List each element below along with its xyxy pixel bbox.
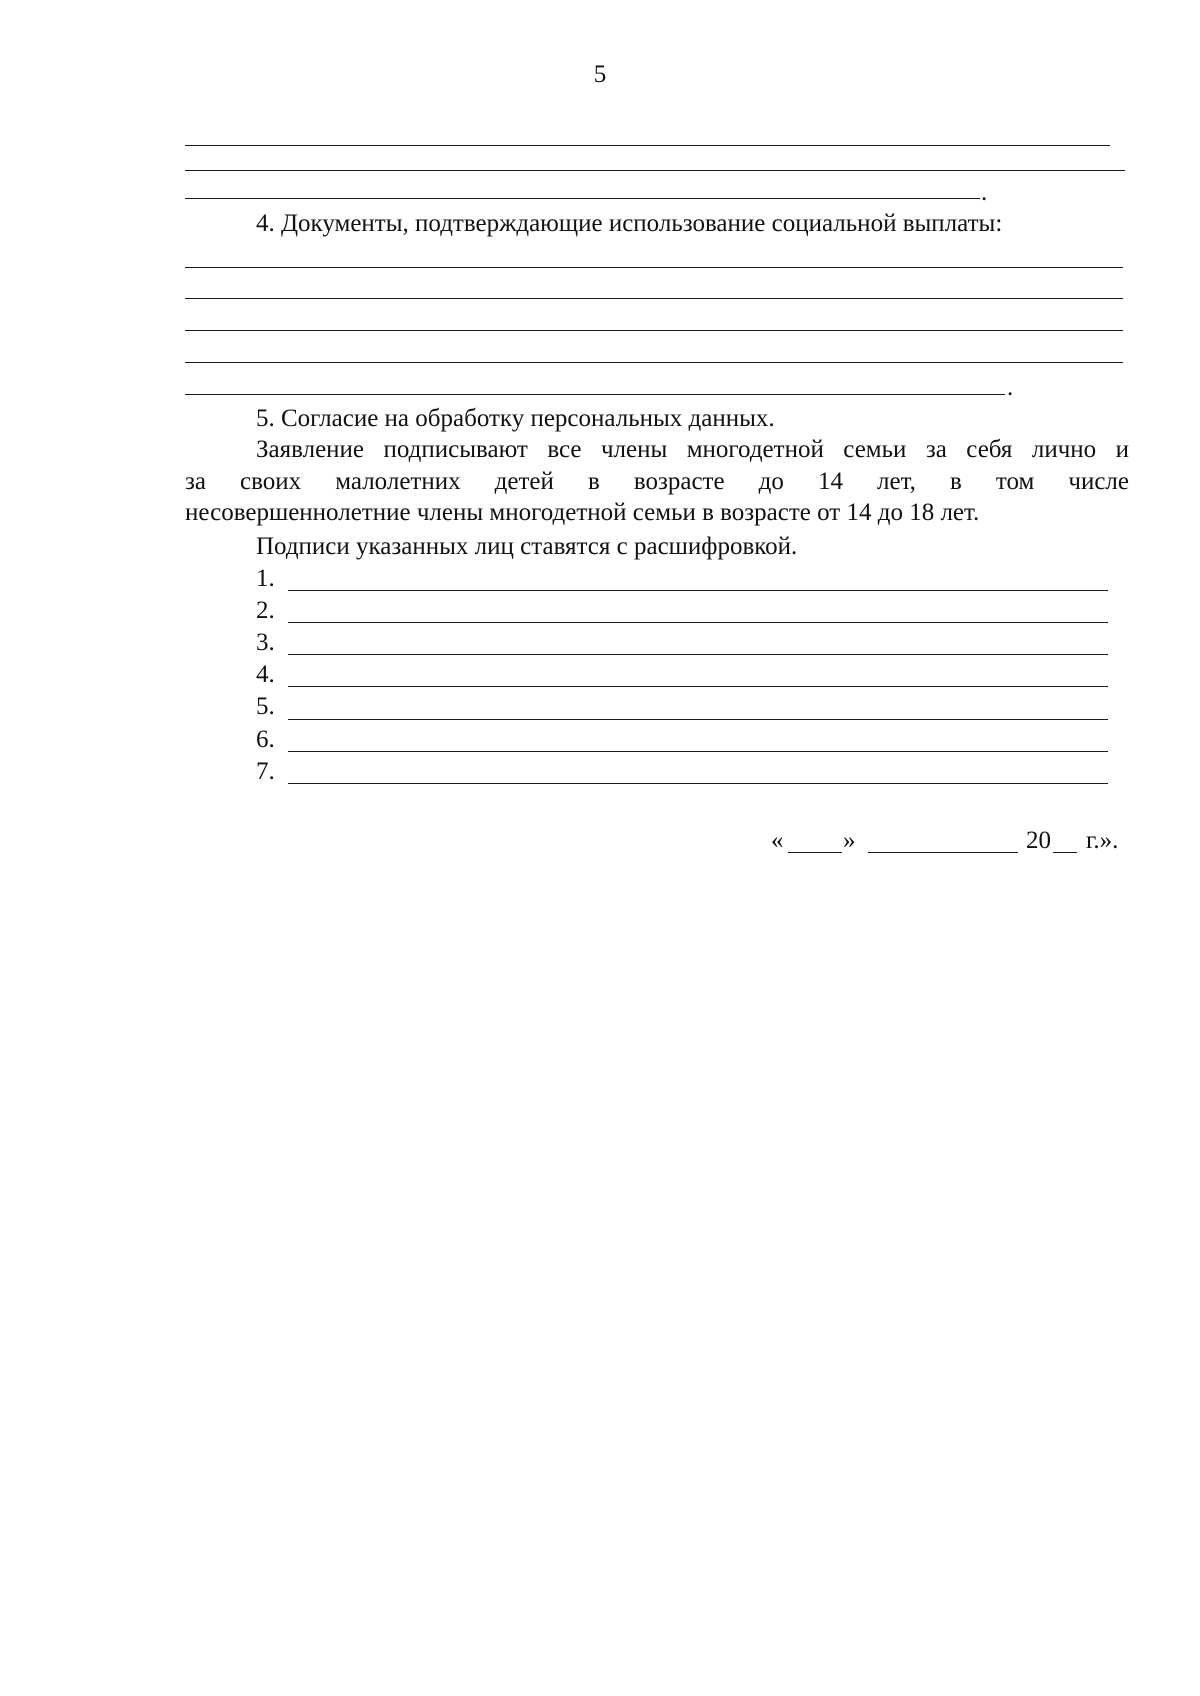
signature-line-3[interactable] bbox=[288, 654, 1108, 655]
consent-paragraph-line-1: Заявление подписывают все члены многодетной семьи за себя лично и bbox=[256, 436, 1129, 463]
blank-line[interactable] bbox=[185, 198, 980, 199]
date-month-line[interactable] bbox=[868, 852, 1018, 853]
blank-line[interactable] bbox=[185, 170, 1125, 171]
signature-line-2[interactable] bbox=[288, 622, 1108, 623]
documents-line-period: . bbox=[1007, 374, 1014, 401]
date-day-line[interactable] bbox=[788, 852, 842, 853]
signature-number: 6. bbox=[256, 726, 275, 753]
signature-line-6[interactable] bbox=[288, 751, 1108, 752]
blank-line[interactable] bbox=[185, 145, 1110, 146]
signature-number: 4. bbox=[256, 661, 275, 688]
date-open-quote: « bbox=[771, 827, 784, 854]
signature-number: 7. bbox=[256, 758, 275, 785]
documents-line[interactable] bbox=[185, 330, 1123, 331]
date-year-line[interactable] bbox=[1053, 852, 1077, 853]
page-number: 5 bbox=[593, 61, 607, 88]
section-5-heading: 5. Согласие на обработку персональных данных. bbox=[256, 405, 775, 432]
date-close-quote: » bbox=[843, 827, 856, 854]
consent-paragraph-line-2: за своих малолетних детей в возрасте до 14 лет, в том числе bbox=[185, 468, 1129, 495]
date-year-prefix: 20 bbox=[1026, 827, 1051, 854]
signature-number: 3. bbox=[256, 629, 275, 656]
signature-line-5[interactable] bbox=[288, 719, 1108, 720]
documents-line[interactable] bbox=[185, 362, 1123, 363]
documents-line[interactable] bbox=[185, 298, 1123, 299]
consent-paragraph-line-3: несовершеннолетние члены многодетной семьи в возрасте от 14 до 18 лет. bbox=[185, 499, 980, 526]
signature-number: 2. bbox=[256, 597, 275, 624]
blank-line-period: . bbox=[981, 179, 988, 206]
documents-line[interactable] bbox=[185, 267, 1123, 268]
signature-line-7[interactable] bbox=[288, 783, 1108, 784]
signatures-note: Подписи указанных лиц ставятся с расшифровкой. bbox=[256, 533, 798, 560]
signature-number: 1. bbox=[256, 565, 275, 592]
date-suffix: г.». bbox=[1086, 827, 1119, 854]
signature-line-1[interactable] bbox=[288, 590, 1108, 591]
section-4-heading: 4. Документы, подтверждающие использование социальной выплаты: bbox=[256, 210, 1003, 237]
signature-line-4[interactable] bbox=[288, 686, 1108, 687]
signature-number: 5. bbox=[256, 693, 275, 720]
documents-line[interactable] bbox=[185, 394, 1005, 395]
